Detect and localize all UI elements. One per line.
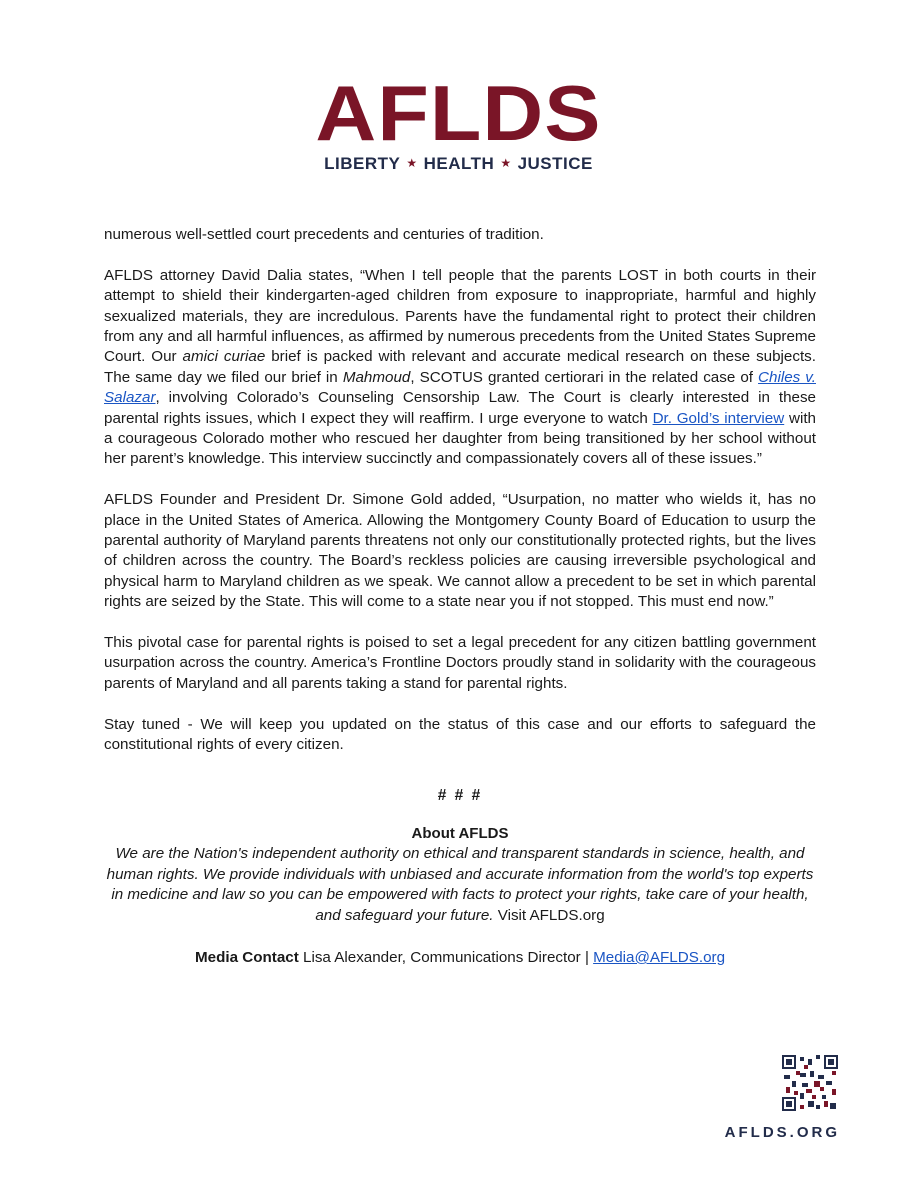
page-header <box>0 69 917 174</box>
section-separator: # # # <box>437 786 483 804</box>
media-email-link[interactable]: Media@AFLDS.org <box>593 948 726 966</box>
amici-curiae-text: amici curiae <box>182 348 266 366</box>
star-icon: ★ <box>500 156 512 170</box>
mahmoud-text: Mahmoud <box>342 368 411 386</box>
visit-aflds-text: Visit AFLDS.org <box>493 906 605 924</box>
chiles-v-salazar-link[interactable]: Chiles v. Salazar <box>104 368 816 407</box>
aflds-logo: AFLDS <box>315 69 602 157</box>
media-contact: Media Contact Lisa Alexander, Communications Director | Media@AFLDS.org <box>194 948 726 966</box>
dr-gold-interview-link[interactable]: Dr. Gold’s interview <box>652 409 785 427</box>
qr-code <box>782 1055 838 1111</box>
footer-website: AFLDS.ORG <box>724 1124 840 1141</box>
about-title: About AFLDS <box>411 824 509 842</box>
paragraph-3: AFLDS Founder and President Dr. Simone Gold added, “Usurpation, no matter who wields it, has no place in the United States of America. Allowing the Montgomery County Board of Education to usurp the parental authority of Maryland parents threatens not only our constitutionally protected rights, but the lives of children across the country. The Board’s reckless policies are causing irreversible psychological and physical harm to Maryland children as we speak. We cannot allow a precedent to be set in which parental rights are seized by the State. This will come to a state near you if not stopped. This must end now.” <box>104 491 816 611</box>
logo-tagline <box>0 154 917 174</box>
tagline-liberty: LIBERTY <box>324 154 401 173</box>
tagline-justice: JUSTICE <box>517 154 593 173</box>
star-icon: ★ <box>406 156 418 170</box>
paragraph-4: This pivotal case for parental rights is poised to set a legal precedent for any citizen battling government usurpation across the country. America’s Frontline Doctors proudly stand in solidarity with the courageous parents of Maryland and all parents taking a stand for parental rights. <box>104 634 816 692</box>
paragraph-2: AFLDS attorney David Dalia states, “When I tell people that the parents LOST in both courts in their attempt to shield their kindergarten-aged children from exposure to inappropriate, harmful and highly sexualized materials, they are incredulous. Parents have the fundamental right to protect their children from any and all harmful influences, as affirmed by numerous precedents from the United States Supreme Court. Our amici curiae brief is packed with relevant and accurate medical research on these subjects. The same day we filed our brief in Mahmoud, SCOTUS granted certiorari in the related case of Chiles v. Salazar, involving Colorado’s Counseling Censorship Law. The Court is clearly interested in these parental rights issues, which I expect they will reaffirm. I urge everyone to watch Dr. Gold’s interview with a courageous Colorado mother who rescued her daughter from being transitioned by her school without her parent’s knowledge. This interview succinctly and compassionately covers all of these issues.” <box>104 266 817 468</box>
paragraph-5: Stay tuned - We will keep you updated on the status of this case and our efforts to safeguard the constitutional rights of every citizen. <box>104 715 816 754</box>
paragraph-1: numerous well-settled court precedents and centuries of tradition. <box>104 226 544 243</box>
qr-code-icon <box>782 1055 838 1111</box>
about-body: We are the Nation's independent authority on ethical and transparent standards in science, health, and human rights. We provide individuals with unbiased and accurate information from the world's top experts in medicine and law so you can be empowered with facts to protect your rights, take care of your health, and safeguard your future. Visit AFLDS.org <box>106 845 814 924</box>
tagline-health: HEALTH <box>423 154 495 173</box>
press-release-body <box>104 225 816 968</box>
media-contact-label: Media Contact <box>194 948 299 966</box>
